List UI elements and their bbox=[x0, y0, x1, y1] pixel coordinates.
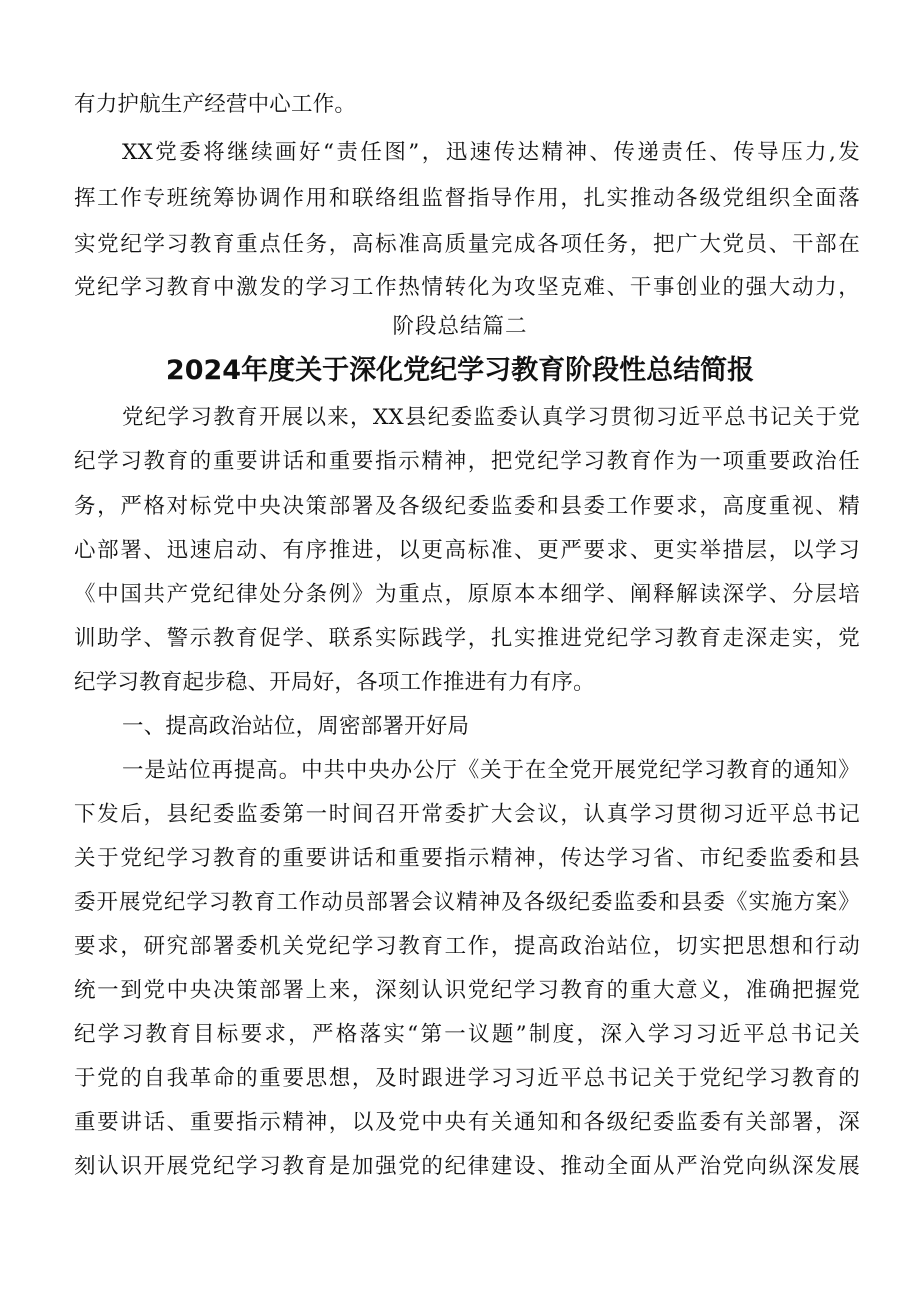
point-one-line: 于党的自我革命的重要思想，及时跟进学习习近平总书记关于党纪学习教育的 bbox=[74, 1066, 860, 1091]
opening-line: 《中国共产党纪律处分条例》为重点，原原本本细学、阐释解读深学、分层培 bbox=[74, 582, 860, 607]
point-one-line: 统一到党中央决策部署上来，深刻认识党纪学习教育的重大意义，准确把握党 bbox=[74, 978, 860, 1003]
point-one-line: 刻认识开展党纪学习教育是加强党的纪律建设、推动全面从严治党向纵深发展 bbox=[74, 1154, 860, 1179]
opening-line: 训助学、警示教育促学、联系实际践学，扎实推进党纪学习教育走深走实，党 bbox=[74, 626, 860, 651]
opening-line: 纪学习教育起步稳、开局好，各项工作推进有力有序。 bbox=[74, 670, 595, 695]
committee-line: 党纪学习教育中激发的学习工作热情转化为攻坚克难、干事创业的强大动力， bbox=[74, 275, 860, 300]
point-one-line: 要求，研究部署委机关党纪学习教育工作，提高政治站位，切实把思想和行动 bbox=[74, 934, 860, 959]
committee-line: XX党委将继续画好“责任图”，迅速传达精神、传递责任、传导压力,发 bbox=[122, 140, 860, 165]
point-one-line: 下发后，县纪委监委第一时间召开常委扩大会议，认真学习贯彻习近平总书记 bbox=[74, 802, 860, 827]
point-one-line: 关于党纪学习教育的重要讲话和重要指示精神，传达学习省、市纪委监委和县 bbox=[74, 846, 860, 871]
section-label: 阶段总结篇二 bbox=[392, 314, 528, 339]
opening-line: 务，严格对标党中央决策部署及各级纪委监委和县委工作要求，高度重视、精 bbox=[74, 494, 860, 519]
point-one-line: 重要讲话、重要指示精神，以及党中央有关通知和各级纪委监委有关部署，深 bbox=[74, 1110, 860, 1135]
opening-line: 党纪学习教育开展以来，XX县纪委监委认真学习贯彻习近平总书记关于党 bbox=[122, 405, 860, 430]
committee-line: 挥工作专班统筹协调作用和联络组监督指导作用，扎实推动各级党组织全面落 bbox=[74, 186, 860, 211]
point-one-line: 委开展党纪学习教育工作动员部署会议精神及各级纪委监委和县委《实施方案》 bbox=[74, 890, 860, 915]
point-one-line: 纪学习教育目标要求，严格落实“第一议题”制度，深入学习习近平总书记关 bbox=[74, 1022, 860, 1047]
document-title: 2024年度关于深化党纪学习教育阶段性总结简报 bbox=[165, 355, 755, 386]
committee-line: 实党纪学习教育重点任务，高标准高质量完成各项任务，把广大党员、干部在 bbox=[74, 232, 860, 257]
section-heading: 一、提高政治站位，周密部署开好局 bbox=[122, 714, 470, 739]
intro-line: 有力护航生产经营中心工作。 bbox=[74, 92, 357, 117]
point-one-line: 一是站位再提高。中共中央办公厅《关于在全党开展党纪学习教育的通知》 bbox=[122, 758, 860, 783]
opening-line: 纪学习教育的重要讲话和重要指示精神，把党纪学习教育作为一项重要政治任 bbox=[74, 449, 860, 474]
opening-line: 心部署、迅速启动、有序推进，以更高标准、更严要求、更实举措层，以学习 bbox=[74, 538, 860, 563]
